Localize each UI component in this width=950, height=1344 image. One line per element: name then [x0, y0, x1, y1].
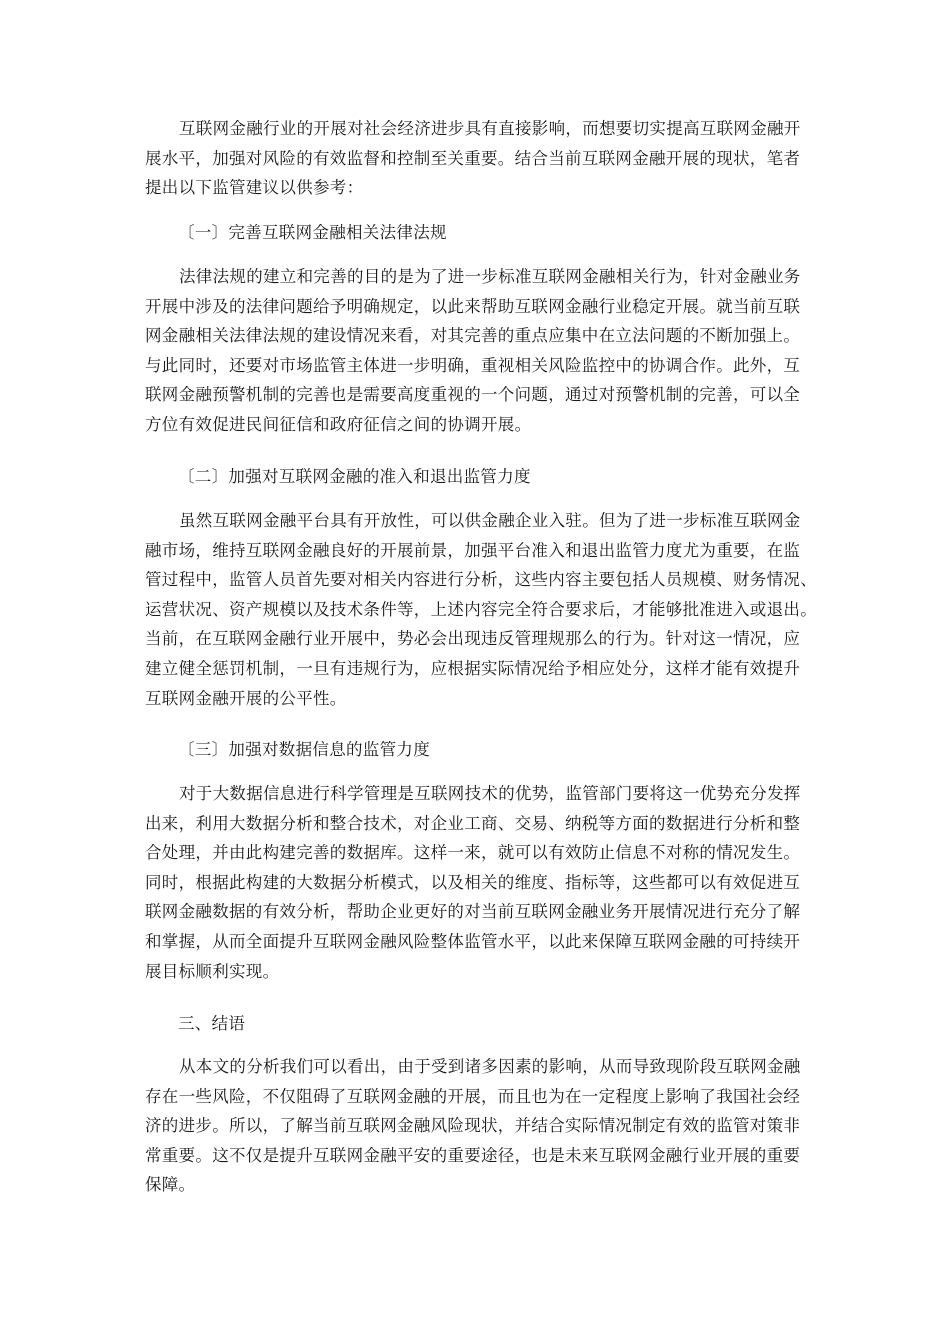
section-1-line: 与此同时，还要对市场监管主体进一步明确，重视相关风险监控中的协调合作。此外，互	[145, 355, 801, 375]
conclusion-line: 保障。	[145, 1175, 196, 1195]
section-2-line: 互联网金融开展的公平性。	[145, 688, 347, 708]
section-3-line: 展目标顺利实现。	[145, 961, 280, 981]
conclusion-line: 济的进步。所以，了解当前互联网金融风险现状，并结合实际情况制定有效的监管对策非	[145, 1116, 801, 1136]
conclusion-heading: 三、结语	[178, 1014, 246, 1033]
section-3-line: 合处理，并由此构建完善的数据库。这样一来，就可以有效防止信息不对称的情况发生。	[145, 843, 801, 863]
conclusion-line: 常重要。这不仅是提升互联网金融平安的重要途径，也是未来互联网金融行业开展的重要	[145, 1145, 801, 1165]
intro-line: 提出以下监管建议以供参考：	[145, 178, 364, 198]
section-1-line: 联网金融预警机制的完善也是需要高度重视的一个问题，通过对预警机制的完善，可以全	[145, 385, 801, 405]
section-1-line: 法律法规的建立和完善的目的是为了进一步标准互联网金融相关行为，针对金融业务	[179, 267, 801, 286]
section-2-line: 虽然互联网金融平台具有开放性，可以供金融企业入驻。但为了进一步标准互联网金	[179, 511, 801, 530]
section-3-line: 出来，利用大数据分析和整合技术，对企业工商、交易、纳税等方面的数据进行分析和整	[145, 813, 801, 833]
section-2-line: 运营状况、资产规模以及技术条件等，上述内容完全符合要求后，才能够批准进入或退出。	[145, 599, 817, 619]
conclusion-line: 存在一些风险，不仅阻碍了互联网金融的开展，而且也为在一定程度上影响了我国社会经	[145, 1086, 801, 1106]
section-2-line: 融市场，维持互联网金融良好的开展前景，加强平台准入和退出监管力度尤为重要，在监	[145, 540, 801, 560]
section-1-heading: 〔一〕完善互联网金融相关法律法规	[178, 223, 447, 242]
section-1-line: 网金融相关法律法规的建设情况来看，对其完善的重点应集中在立法问题的不断加强上。	[145, 326, 801, 346]
section-3-line: 联网金融数据的有效分析，帮助企业更好的对当前互联网金融业务开展情况进行充分了解	[145, 902, 801, 922]
section-3-line: 和掌握，从而全面提升互联网金融风险整体监管水平，以此来保障互联网金融的可持续开	[145, 931, 801, 951]
conclusion-paragraph	[145, 1052, 805, 1200]
intro-line: 互联网金融行业的开展对社会经济进步具有直接影响，而想要切实提高互联网金融开	[179, 119, 801, 138]
intro-line: 展水平，加强对风险的有效监督和控制至关重要。结合当前互联网金融开展的现状，笔者	[145, 148, 801, 168]
conclusion-line: 从本文的分析我们可以看出，由于受到诸多因素的影响，从而导致现阶段互联网金融	[179, 1057, 801, 1076]
section-2-paragraph	[145, 506, 817, 713]
section-3-line: 同时，根据此构建的大数据分析模式，以及相关的维度、指标等，这些都可以有效促进互	[145, 872, 801, 892]
section-2-line: 建立健全惩罚机制，一旦有违规行为，应根据实际情况给予相应处分，这样才能有效提升	[145, 658, 801, 678]
section-2-line: 管过程中，监管人员首先要对相关内容进行分析，这些内容主要包括人员规模、财务情况、	[145, 570, 817, 590]
section-2-heading: 〔二〕加强对互联网金融的准入和退出监管力度	[178, 467, 531, 486]
section-3-heading: 〔三〕加强对数据信息的监管力度	[178, 740, 430, 759]
section-3-paragraph	[145, 779, 805, 986]
section-1-line: 开展中涉及的法律问题给予明确规定，以此来帮助互联网金融行业稳定开展。就当前互联	[145, 296, 801, 316]
intro-paragraph	[145, 114, 805, 203]
section-1-line: 方位有效促进民间征信和政府征信之间的协调开展。	[145, 414, 532, 434]
section-3-line: 对于大数据信息进行科学管理是互联网技术的优势，监管部门要将这一优势充分发挥	[179, 784, 801, 803]
section-1-paragraph	[145, 262, 805, 440]
section-2-line: 当前，在互联网金融行业开展中，势必会出现违反管理规那么的行为。针对这一情况，应	[145, 629, 801, 649]
